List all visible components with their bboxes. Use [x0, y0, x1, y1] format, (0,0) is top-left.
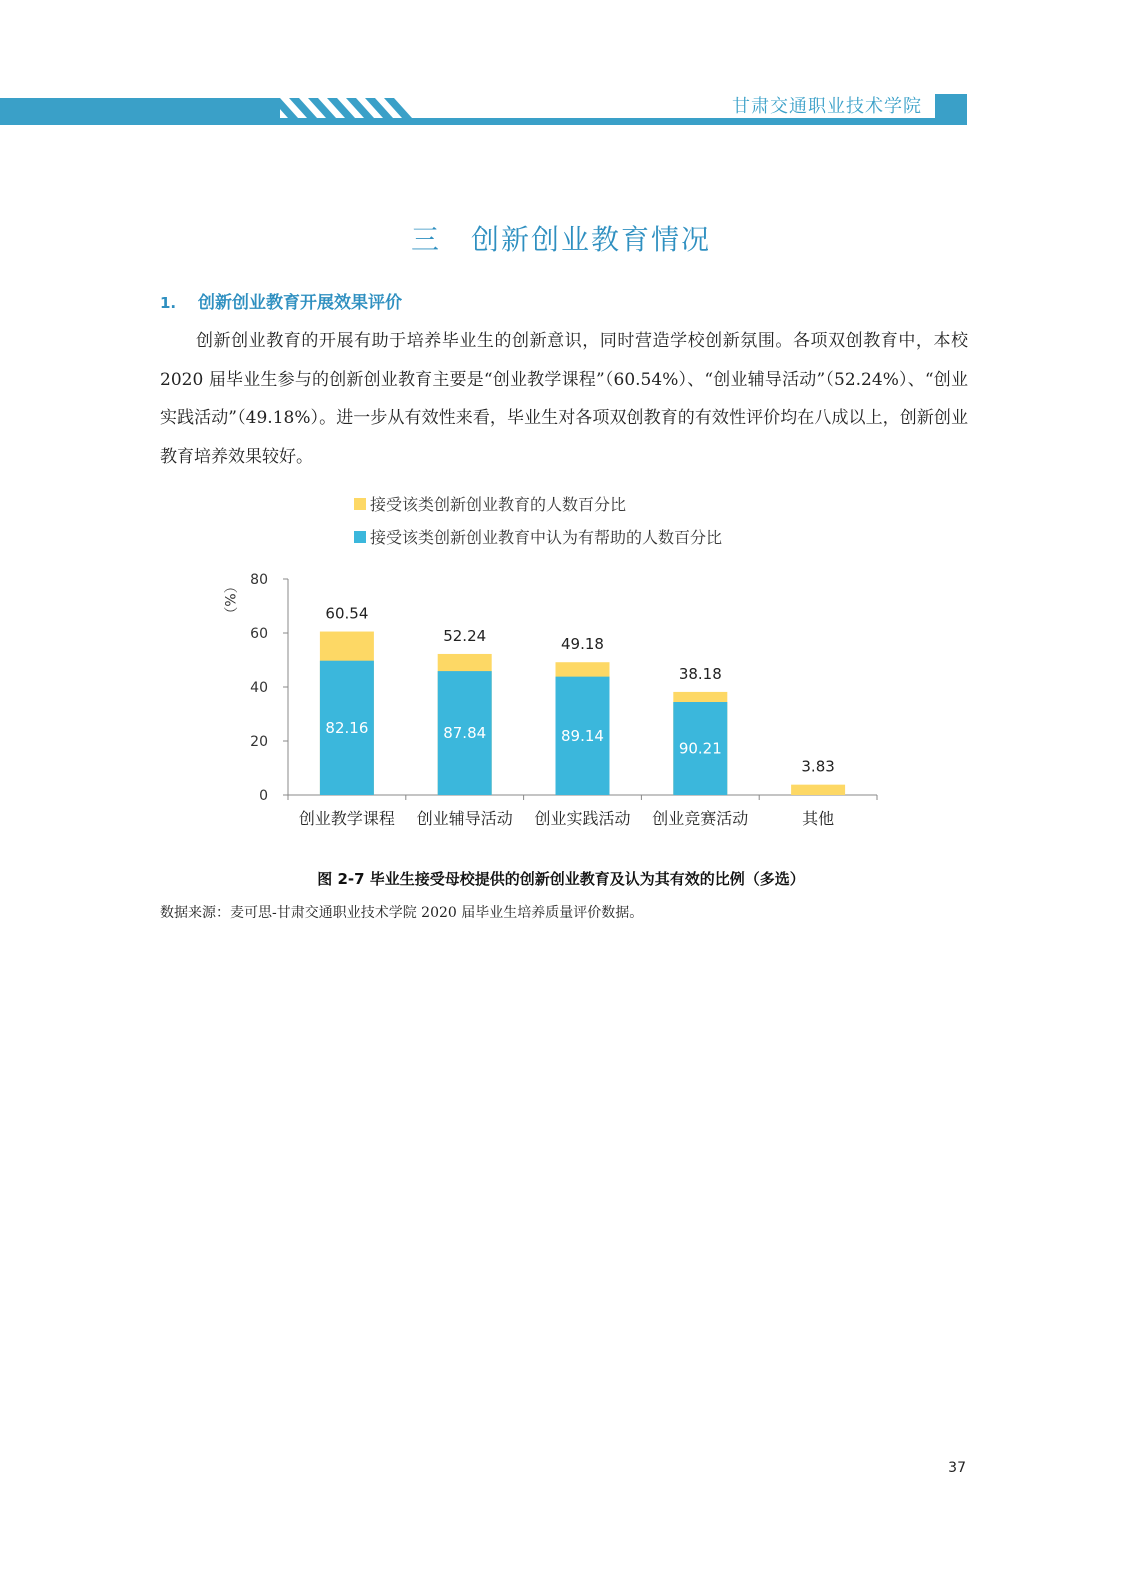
y-tick-label: 20: [250, 734, 268, 750]
x-tick-label: 创业实践活动: [534, 809, 631, 828]
y-tick-label: 40: [250, 680, 268, 696]
x-tick-label: 其他: [802, 809, 835, 828]
header-institution-name: 甘肃交通职业技术学院: [732, 96, 922, 117]
data-label-received: 38.18: [678, 664, 722, 683]
header-stripes: [270, 98, 412, 118]
x-tick-label: 创业竞赛活动: [652, 809, 749, 828]
bar-received-5: [791, 785, 845, 795]
data-label-helpful: 89.14: [561, 726, 604, 745]
y-axis-label: （%）: [221, 579, 237, 621]
sub-heading-text: 创新创业教育开展效果评价: [198, 293, 402, 313]
legend-label-2: 接受该类创新创业教育中认为有帮助的人数百分比: [370, 528, 723, 547]
section-title: 三 创新创业教育情况: [410, 223, 711, 256]
data-label-received: 49.18: [561, 635, 604, 654]
data-label-received: 3.83: [801, 757, 835, 776]
data-label-received: 60.54: [325, 604, 369, 623]
figure-caption: 图 2-7 毕业生接受母校提供的创新创业教育及认为其有效的比例（多选）: [317, 870, 805, 888]
y-tick-label: 80: [250, 572, 268, 588]
body-paragraph: 创新创业教育的开展有助于培养毕业生的创新意识，同时营造学校创新氛围。各项双创教育中，本校 2020 届毕业生参与的创新创业教育主要是“创业教学课程”（60.54%）、“创业辅导活动”（52.24%）、“创业实践活动”（49.18%）。进一步从有效性来看，毕业生对各项双创教育的有效性评价均在八成以上，创新创业教育培养效果较好。: [160, 331, 968, 467]
data-label-helpful: 87.84: [443, 724, 487, 743]
data-label-helpful: 90.21: [678, 739, 722, 758]
sub-heading-number: 1.: [160, 294, 177, 312]
y-tick-label: 0: [259, 788, 268, 804]
x-tick-label: 创业教学课程: [298, 809, 395, 828]
bar-chart: [200, 490, 920, 840]
legend-label-1: 接受该类创新创业教育的人数百分比: [370, 495, 627, 514]
page-number: 37: [948, 1460, 966, 1476]
sub-heading: [160, 288, 402, 313]
x-tick-label: 创业辅导活动: [416, 809, 513, 828]
data-label-received: 52.24: [443, 626, 487, 645]
legend-swatch-1: [354, 498, 366, 510]
legend-swatch-2: [354, 531, 366, 543]
data-source: 数据来源：麦可思-甘肃交通职业技术学院 2020 届毕业生培养质量评价数据。: [160, 905, 644, 921]
y-tick-label: 60: [250, 626, 268, 642]
data-label-helpful: 82.16: [325, 718, 369, 737]
bar-chart-svg: [200, 490, 920, 840]
